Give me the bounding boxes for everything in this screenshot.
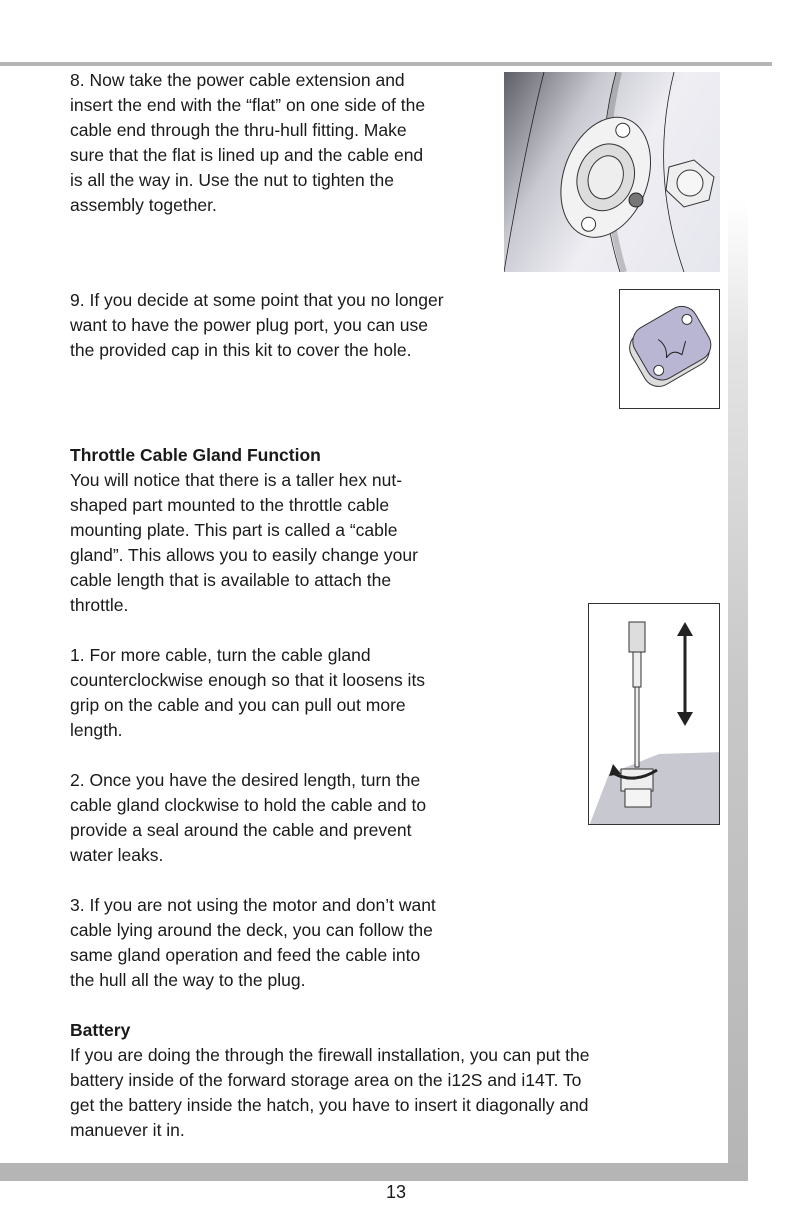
text-line: water leaks. <box>70 845 164 865</box>
text-line: cable length that is available to attach the <box>70 570 392 590</box>
text-line: the provided cap in this kit to cover the hole. <box>70 340 412 360</box>
text-line: shaped part mounted to the throttle cable <box>70 495 390 515</box>
text-line: want to have the power plug port, you can use <box>70 315 429 335</box>
text-line: battery inside of the forward storage area on the i12S and i14T. To <box>70 1070 582 1090</box>
text-line: provide a seal around the cable and prevent <box>70 820 412 840</box>
text-line: 3. If you are not using the motor and don’t want <box>70 895 436 915</box>
text-line: is all the way in. Use the nut to tighten the <box>70 170 394 190</box>
step-8-text <box>70 68 425 218</box>
top-rule <box>0 62 772 66</box>
text-line: cable end through the thru-hull fitting. Make <box>70 120 407 140</box>
text-line: get the battery inside the hatch, you have to insert it diagonally and <box>70 1095 589 1115</box>
battery-heading: Battery <box>70 1020 131 1040</box>
text-line: mounting plate. This part is called a “cable <box>70 520 398 540</box>
text-line: grip on the cable and you can pull out more <box>70 695 406 715</box>
text-line: If you are doing the through the firewall installation, you can put the <box>70 1045 590 1065</box>
text-line: same gland operation and feed the cable into <box>70 945 421 965</box>
text-line: length. <box>70 720 123 740</box>
right-page-border <box>728 200 748 1180</box>
cable-gland-illustration <box>588 603 720 825</box>
text-line: throttle. <box>70 595 129 615</box>
text-line: sure that the flat is lined up and the cable end <box>70 145 424 165</box>
bottom-page-border <box>0 1163 748 1181</box>
text-line: gland”. This allows you to easily change your <box>70 545 418 565</box>
text-line: 2. Once you have the desired length, turn the <box>70 770 421 790</box>
thru-hull-fitting-illustration <box>504 72 720 272</box>
step-9-text <box>70 288 444 363</box>
text-line: cable lying around the deck, you can follow the <box>70 920 433 940</box>
cable-gland-section <box>70 443 590 1143</box>
section-heading: Throttle Cable Gland Function <box>70 445 321 465</box>
text-line: insert the end with the “flat” on one side of the <box>70 95 426 115</box>
text-line: You will notice that there is a taller hex nut- <box>70 470 403 490</box>
text-line: counterclockwise enough so that it loosens its <box>70 670 426 690</box>
text-line: cable gland clockwise to hold the cable and to <box>70 795 427 815</box>
page-number: 13 <box>385 1182 407 1202</box>
text-line: 9. If you decide at some point that you no longer <box>70 290 444 310</box>
text-line: 8. Now take the power cable extension and <box>70 70 405 90</box>
text-line: the hull all the way to the plug. <box>70 970 306 990</box>
text-line: 1. For more cable, turn the cable gland <box>70 645 371 665</box>
text-line: manuever it in. <box>70 1120 185 1140</box>
port-cap-illustration <box>619 289 720 409</box>
text-line: assembly together. <box>70 195 217 215</box>
